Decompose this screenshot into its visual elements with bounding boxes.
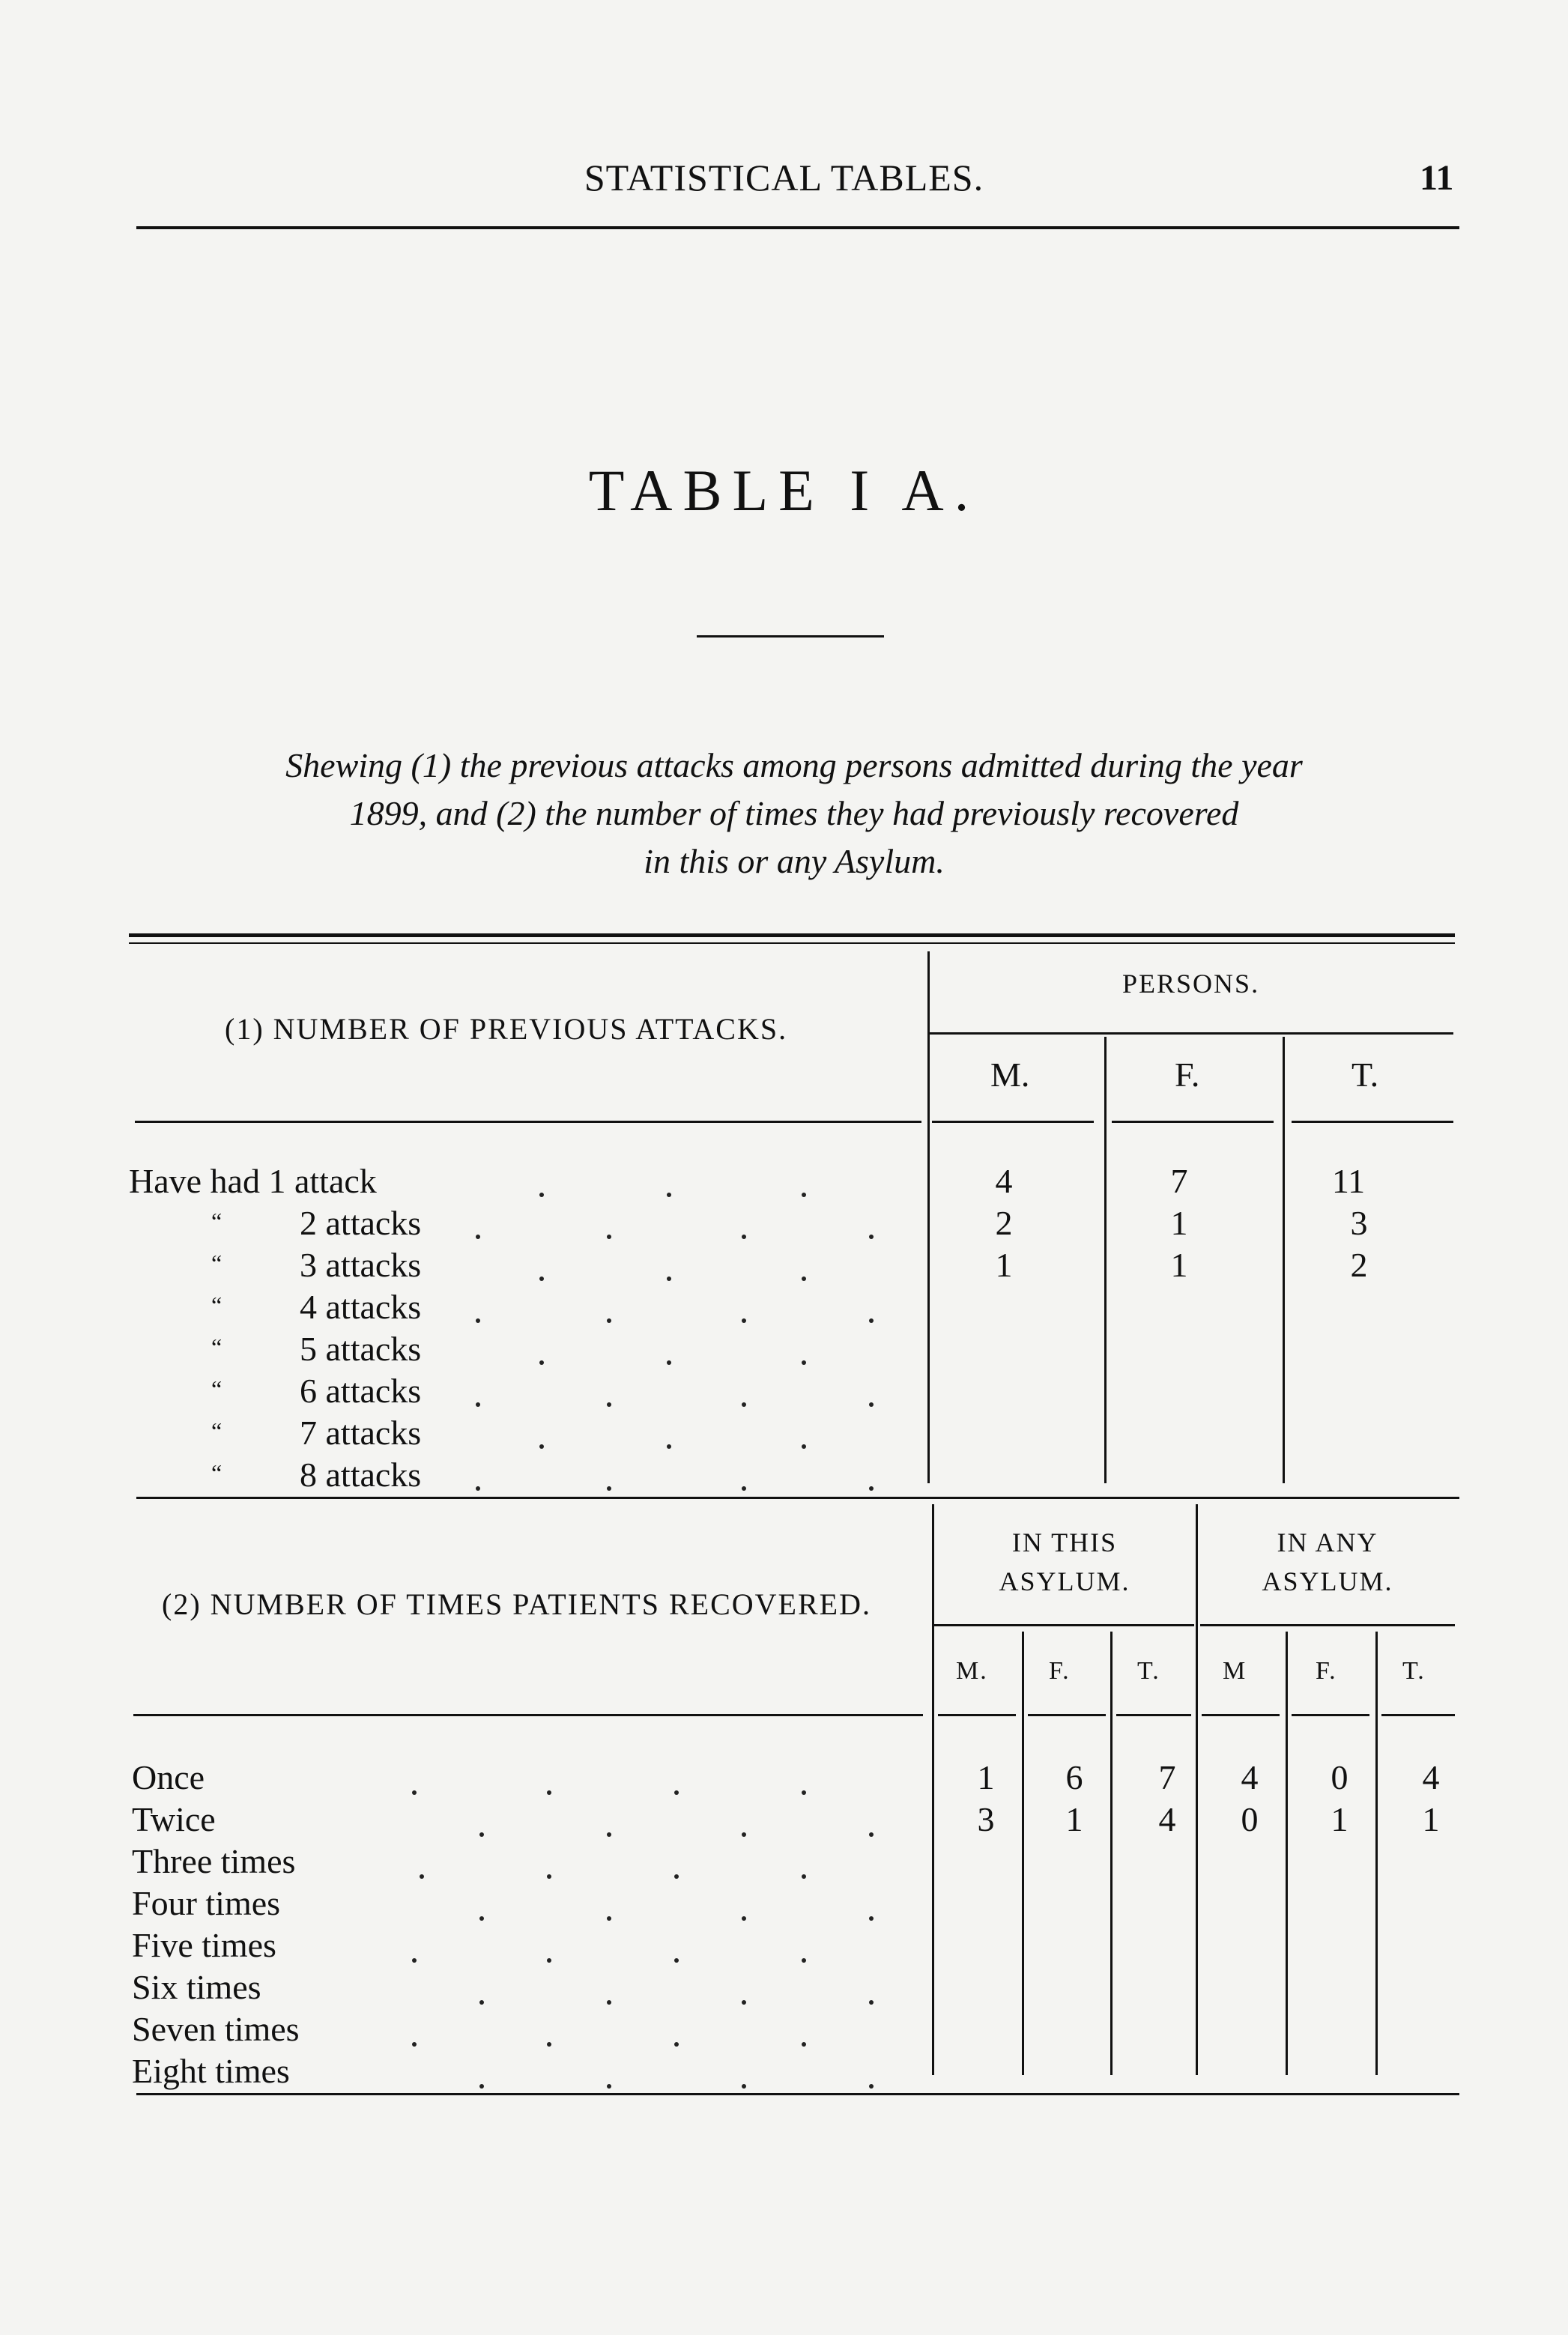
s2-twice-this-t: 4 xyxy=(1158,1800,1176,1838)
section1-col-t: T. xyxy=(1351,1056,1379,1094)
leader-dot xyxy=(479,2084,484,2089)
leader-dot xyxy=(539,1276,544,1281)
s2-once-this-t: 7 xyxy=(1158,1758,1176,1796)
leader-dot xyxy=(539,1360,544,1365)
section1-header-rule-m xyxy=(932,1121,1094,1123)
running-head: STATISTICAL TABLES. xyxy=(584,157,984,199)
section2-row-label: Twice xyxy=(132,1800,216,1838)
section1-row-8-label: 8 attacks xyxy=(300,1456,422,1494)
section2-header-rule xyxy=(938,1714,1016,1716)
leader-dot xyxy=(674,1958,679,1963)
s1-r1-m: 4 xyxy=(995,1162,1013,1200)
group-in-this-asylum-line1: IN THIS xyxy=(1011,1527,1118,1557)
leader-dot xyxy=(674,1874,679,1879)
s2-once-any-t: 4 xyxy=(1422,1758,1440,1796)
section2-row-label: Eight times xyxy=(132,2052,290,2090)
s2-once-this-m: 1 xyxy=(977,1758,995,1796)
leader-dot xyxy=(869,1402,874,1407)
leader-dot xyxy=(607,1486,611,1491)
ditto-mark: “ xyxy=(211,1291,223,1318)
leader-dot xyxy=(667,1193,671,1197)
table-top-rule-thick xyxy=(129,933,1455,937)
leader-dot xyxy=(547,1790,551,1795)
section2-col-divider xyxy=(1375,1632,1378,2075)
leader-dot xyxy=(869,1318,874,1323)
s2-twice-any-m: 0 xyxy=(1241,1800,1259,1838)
section1-row-1-label: Have had 1 attack xyxy=(129,1162,377,1200)
section1-col-f: F. xyxy=(1175,1056,1200,1094)
leader-dot xyxy=(479,2000,484,2005)
section2-group2-rule xyxy=(1200,1624,1455,1626)
caption-line-1: Shewing (1) the previous attacks among persons admitted during the year xyxy=(285,746,1303,784)
ditto-mark: “ xyxy=(211,1459,223,1486)
leader-dot xyxy=(479,1916,484,1921)
table-caption xyxy=(112,742,1476,885)
s2-twice-any-t: 1 xyxy=(1422,1800,1440,1838)
section1-row-6-label: 6 attacks xyxy=(300,1372,422,1410)
table-title: TABLE I A. xyxy=(588,458,980,523)
leader-dot xyxy=(412,1790,417,1795)
section2-row-label: Six times xyxy=(132,1968,261,2006)
leader-dot xyxy=(476,1318,480,1323)
section1-divider-label xyxy=(927,951,930,1483)
table-bottom-rule xyxy=(136,2093,1459,2095)
leader-dot xyxy=(742,2084,746,2089)
leader-dot xyxy=(667,1276,671,1281)
section1-col-divider-ft xyxy=(1283,1037,1285,1483)
s2-col-any-m: M xyxy=(1223,1657,1247,1685)
s1-r3-f: 1 xyxy=(1170,1246,1188,1284)
section1-row-5-label: 5 attacks xyxy=(300,1330,422,1368)
s2-twice-this-f: 1 xyxy=(1065,1800,1083,1838)
s1-r2-t: 3 xyxy=(1350,1204,1368,1242)
leader-dot xyxy=(742,1832,746,1837)
section2-row-label: Three times xyxy=(132,1842,296,1880)
s2-col-any-t: T. xyxy=(1402,1657,1426,1685)
section2-col-divider xyxy=(1110,1632,1113,2075)
leader-dot xyxy=(607,2000,611,2005)
leader-dot xyxy=(869,2000,874,2005)
section1-group-header: PERSONS. xyxy=(1122,969,1260,999)
section1-col-m: M. xyxy=(990,1056,1030,1094)
leader-dot xyxy=(674,2042,679,2047)
s1-r2-m: 2 xyxy=(995,1204,1013,1242)
caption-line-2: 1899, and (2) the number of times they had previously recovered xyxy=(349,794,1239,832)
title-rule xyxy=(697,635,884,637)
leader-dot xyxy=(607,1402,611,1407)
leader-dot xyxy=(802,1874,806,1879)
leader-dot xyxy=(802,2042,806,2047)
section1-row-4-label: 4 attacks xyxy=(300,1288,422,1326)
section2-row-label: Once xyxy=(132,1758,205,1796)
leader-dot xyxy=(539,1193,544,1197)
section2-heading: (2) NUMBER OF TIMES PATIENTS RECOVERED. xyxy=(162,1587,871,1621)
leader-dot xyxy=(412,2042,417,2047)
leader-dot xyxy=(476,1402,480,1407)
leader-dot xyxy=(802,1790,806,1795)
leader-dot xyxy=(869,2084,874,2089)
leader-dot xyxy=(674,1790,679,1795)
section1-heading: (1) NUMBER OF PREVIOUS ATTACKS. xyxy=(225,1012,788,1046)
section1-row-7-label: 7 attacks xyxy=(300,1414,422,1452)
s2-once-this-f: 6 xyxy=(1065,1758,1083,1796)
leader-dot xyxy=(607,1832,611,1837)
section1-header-rule-label xyxy=(135,1121,921,1123)
section2-group1-rule xyxy=(933,1624,1194,1626)
s2-col-any-f: F. xyxy=(1316,1657,1337,1685)
page-number: 11 xyxy=(1420,158,1454,198)
section1-header-rule-t xyxy=(1292,1121,1453,1123)
leader-dot xyxy=(742,1486,746,1491)
leader-dot xyxy=(742,1402,746,1407)
section2-header-rule xyxy=(1381,1714,1455,1716)
s2-twice-this-m: 3 xyxy=(977,1800,995,1838)
s2-once-any-f: 0 xyxy=(1331,1758,1348,1796)
leader-dot xyxy=(869,1916,874,1921)
ditto-mark: “ xyxy=(211,1208,223,1235)
leader-dot xyxy=(869,1832,874,1837)
leader-dot xyxy=(547,1958,551,1963)
leader-dot xyxy=(607,1916,611,1921)
section2-divider-label xyxy=(932,1504,934,2075)
group-in-this-asylum-line2: ASYLUM. xyxy=(999,1566,1130,1596)
leader-dot xyxy=(476,1486,480,1491)
table-top-rule-thin xyxy=(129,942,1455,944)
leader-dot xyxy=(476,1235,480,1239)
header-rule xyxy=(136,226,1459,229)
leader-dot xyxy=(667,1444,671,1449)
section2-col-divider xyxy=(1022,1632,1024,2075)
leader-dot xyxy=(479,1832,484,1837)
s2-once-any-m: 4 xyxy=(1241,1758,1259,1796)
leader-dot xyxy=(869,1486,874,1491)
section1-row-2-label: 2 attacks xyxy=(300,1204,422,1242)
leader-dot xyxy=(547,1874,551,1879)
leader-dot xyxy=(412,1958,417,1963)
s1-r3-t: 2 xyxy=(1350,1246,1368,1284)
ditto-mark: “ xyxy=(211,1250,223,1276)
section1-group-rule xyxy=(929,1032,1453,1035)
s2-twice-any-f: 1 xyxy=(1331,1800,1348,1838)
s1-r2-f: 1 xyxy=(1170,1204,1188,1242)
leader-dot xyxy=(802,1193,806,1197)
section2-header-rule xyxy=(1292,1714,1369,1716)
leader-dot xyxy=(802,1360,806,1365)
section2-group-divider xyxy=(1196,1504,1198,2075)
section2-header-rule xyxy=(1028,1714,1106,1716)
section2-row-label: Five times xyxy=(132,1926,276,1964)
ditto-mark: “ xyxy=(211,1375,223,1402)
section1-row-3-label: 3 attacks xyxy=(300,1246,422,1284)
leader-dot xyxy=(802,1958,806,1963)
s2-col-this-f: F. xyxy=(1049,1657,1071,1685)
s1-r3-m: 1 xyxy=(995,1246,1013,1284)
group-in-any-asylum-line1: IN ANY xyxy=(1277,1527,1378,1557)
section2-row-label: Seven times xyxy=(132,2010,300,2048)
group-in-any-asylum-line2: ASYLUM. xyxy=(1262,1566,1393,1596)
section2-col-divider xyxy=(1286,1632,1288,2075)
section2-header-rule-label xyxy=(133,1714,923,1716)
leader-dot xyxy=(607,1318,611,1323)
section1-header-rule-f xyxy=(1112,1121,1274,1123)
s2-col-this-t: T. xyxy=(1137,1657,1160,1685)
section1-col-divider-mf xyxy=(1104,1037,1107,1483)
leader-dot xyxy=(802,1444,806,1449)
leader-dot xyxy=(742,2000,746,2005)
leader-dot xyxy=(742,1318,746,1323)
leader-dot xyxy=(742,1235,746,1239)
s1-r1-t: 11 xyxy=(1331,1162,1366,1200)
leader-dot xyxy=(802,1276,806,1281)
leader-dot xyxy=(607,1235,611,1239)
ditto-mark: “ xyxy=(211,1417,223,1444)
ditto-mark: “ xyxy=(211,1333,223,1360)
leader-dot xyxy=(742,1916,746,1921)
leader-dot xyxy=(539,1444,544,1449)
section2-header-rule xyxy=(1202,1714,1280,1716)
caption-line-3: in this or any Asylum. xyxy=(644,842,945,880)
section2-header-rule xyxy=(1116,1714,1191,1716)
section2-row-label: Four times xyxy=(132,1884,281,1922)
leader-dot xyxy=(869,1235,874,1239)
s2-col-this-m: M. xyxy=(956,1657,988,1685)
leader-dot xyxy=(607,2084,611,2089)
section-separator xyxy=(136,1497,1459,1499)
leader-dot xyxy=(547,2042,551,2047)
leader-dot xyxy=(667,1360,671,1365)
leader-dot xyxy=(420,1874,424,1879)
s1-r1-f: 7 xyxy=(1170,1162,1188,1200)
